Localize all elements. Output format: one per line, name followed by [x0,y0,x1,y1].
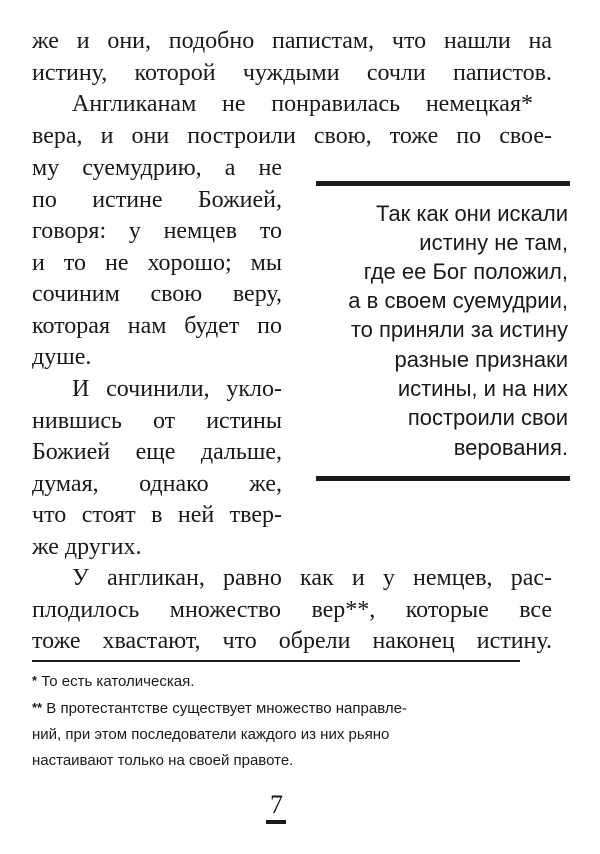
body-line: думая, однако же, [32,471,282,497]
body-line: же и они, подобно папистам, что нашли на [32,28,552,54]
pullquote-line: Так как они искали [375,201,568,226]
body-line: которая нам будет по [32,313,282,339]
pullquote-line: построили свои [407,405,568,430]
footnote-text: В протестантстве существует множество направле- [46,700,407,717]
body-line: Божией еще дальше, [32,439,282,465]
body-line: вера, и они построили свою, тоже по свое- [32,123,552,149]
footnote-2 [32,700,407,717]
body-line: же других. [32,534,142,560]
footnote-2-line-2: ний, при этом последователи каждого из них рьяно [32,726,390,743]
body-line: говоря: у немцев то [32,218,282,244]
body-line: нившись от истины [32,408,282,434]
body-line: У англикан, равно как и у немцев, рас- [72,565,552,591]
pullquote-line: истину не там, [419,230,568,255]
pullquote-bottom-rule [316,476,570,481]
page-number-underline [266,820,286,824]
pullquote-line: разные признаки [394,347,568,372]
pullquote-line: где ее Бог положил, [363,259,568,284]
footnote-text: То есть католическая. [41,673,195,690]
body-line: и то не хорошо; мы [32,250,282,276]
body-line: Англиканам не понравилась немецкая* [72,91,533,117]
pullquote-line: а в своем суемудрии, [348,288,568,313]
page-number: 7 [270,790,283,819]
body-line: душе. [32,344,92,370]
body-line: истину, которой чуждыми сочли папистов. [32,60,552,86]
footnote-2-line-3: настаивают только на своей правоте. [32,752,294,769]
pullquote-line: верования. [453,435,568,460]
pullquote-line: то приняли за истину [350,317,568,342]
body-line: плодилось множество вер**, которые все [32,597,552,623]
pullquote-line: истины, и на них [397,376,568,401]
body-line: сочиним свою веру, [32,281,282,307]
body-line: тоже хвастают, что обрели наконец истину. [32,628,552,654]
footnote-separator [32,660,520,662]
body-line: что стоят в ней твер- [32,502,282,528]
body-line: по истине Божией, [32,187,282,213]
footnote-marker: ** [32,700,43,715]
footnote-marker: * [32,673,38,688]
pullquote-top-rule [316,181,570,186]
body-line: И сочинили, укло- [72,376,282,402]
body-line: му суемудрию, а не [32,155,282,181]
footnote-1 [32,673,194,690]
